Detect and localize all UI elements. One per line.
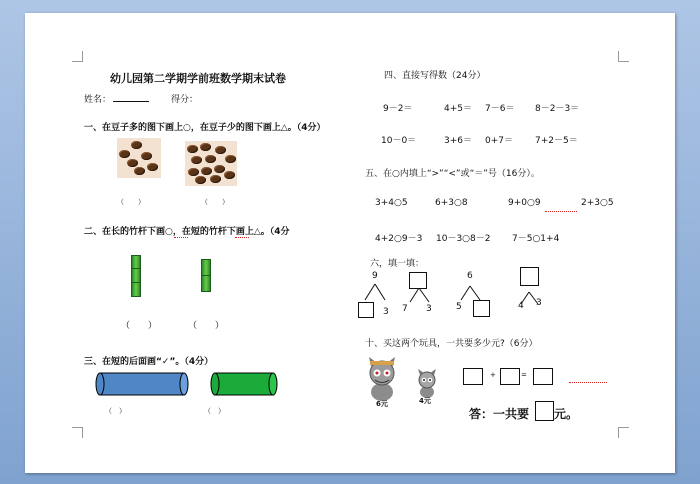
q5-r1-c2: 6+3○8 [435,198,468,208]
bamboo-node [202,275,210,276]
bean [215,146,226,154]
q2-blank-right[interactable]: （ ） [188,321,225,331]
q3-blank-right[interactable]: （ ） [204,407,225,415]
bean [141,152,152,160]
crop-mark-bottom-left [72,427,83,438]
tree4-top-box[interactable] [520,267,539,286]
tree4-right: 3 [536,298,542,308]
bean [134,167,145,175]
bean [195,176,206,184]
exam-title: 幼儿园第二学期学前班数学期末试卷 [110,72,286,85]
tree1-right: 3 [383,307,389,317]
bean [127,159,138,167]
toy-wolf-small-icon [415,369,439,399]
sum-box[interactable] [533,368,553,385]
q5-r1-c1: 3+4○5 [375,198,408,208]
bamboo-node [132,268,140,269]
spellcheck-underline [545,208,577,212]
crop-mark-top-right [618,51,629,62]
toy2-price: 4元 [419,397,431,405]
bean [200,143,211,151]
tree3-top: 6 [467,271,473,281]
cylinder-long [95,372,191,396]
score-label: 得分： [171,95,199,105]
tree1-top: 9 [372,271,378,281]
q4-r1-c2: 4+5＝ [444,104,472,114]
toy1-price: 6元 [376,400,388,408]
answer-prefix: 答：一共要 [469,407,530,421]
cylinder-short [210,372,280,396]
equals-sign: = [521,371,527,379]
q4-r2-c1: 10－0＝ [381,136,417,146]
bean [131,141,142,149]
bamboo-node [132,282,140,283]
bean [147,163,158,171]
bean [191,156,202,164]
crop-mark-bottom-right [618,427,629,438]
q5-r2-c1: 4+2○9－3 [375,234,423,244]
bean-picture-left [117,138,161,178]
tree3-left: 5 [456,302,462,312]
q1-blank-left[interactable]: （ ） [117,198,145,206]
tree2-left: 7 [402,304,408,314]
answer-box[interactable] [535,401,554,421]
bean-picture-right [185,141,237,186]
bean [187,145,198,153]
bamboo-short [201,259,211,292]
name-blank[interactable] [113,101,149,102]
bean [214,165,225,173]
q5-r1-c3: 9+0○9 [508,198,541,208]
tree3-right-box[interactable] [473,300,490,317]
addend-box-2[interactable] [500,368,520,385]
spellcheck-underline [174,234,188,238]
q5-r2-c2: 10－3○8－2 [436,234,491,244]
q3-text: 三、在短的后面画“✓”。（4分） [84,357,214,367]
q4-r1-c4: 8－2－3＝ [535,104,580,114]
addend-box-1[interactable] [463,368,483,385]
bean [205,155,216,163]
spellcheck-underline [569,379,607,383]
q4-r1-c1: 9－2＝ [383,104,413,114]
name-label: 姓名： [84,95,112,105]
q5-r2-c3: 7－5○1+4 [512,234,560,244]
q5-text: 五、在○内填上“>”“<”或“＝”号（16分）。 [365,169,540,179]
crop-mark-top-left [72,51,83,62]
q4-r2-c3: 0+7＝ [485,136,513,146]
exam-page [25,13,675,473]
tree2-right: 3 [426,304,432,314]
bean [188,168,199,176]
q2-blank-left[interactable]: （ ） [121,321,158,331]
bean [119,150,130,158]
q4-r2-c2: 3+6＝ [444,136,472,146]
tree4-left: 4 [518,301,524,311]
q6-text: 六，填一填： [370,259,425,269]
tree1-left-box[interactable] [358,302,374,318]
bean [225,155,236,163]
plus-sign: + [490,371,496,379]
bean [224,171,235,179]
bamboo-long [131,255,141,297]
q1-blank-right[interactable]: （ ） [201,198,229,206]
spellcheck-underline [235,234,249,238]
q3-blank-left[interactable]: （ ） [105,407,126,415]
answer-suffix: 元。 [554,407,579,421]
q1-text: 一、在豆子多的图下画上○，在豆子少的图下画上△。（4分） [84,123,326,133]
q4-r1-c3: 7－6＝ [485,104,515,114]
q2-text: 二、在长的竹杆下画○，在短的竹杆下画上△。（4分 [84,227,290,237]
q4-r2-c4: 7+2－5＝ [535,136,578,146]
q5-r1-c4: 2+3○5 [581,198,614,208]
bean [210,175,221,183]
q4-text: 四、直接写得数（24分） [384,71,486,81]
bean [201,167,212,175]
q7-text: 十、买这两个玩具，一共要多少元?（6分） [365,339,538,349]
toy-wolf-large-icon [363,356,401,402]
tree2-top-box[interactable] [409,272,427,289]
